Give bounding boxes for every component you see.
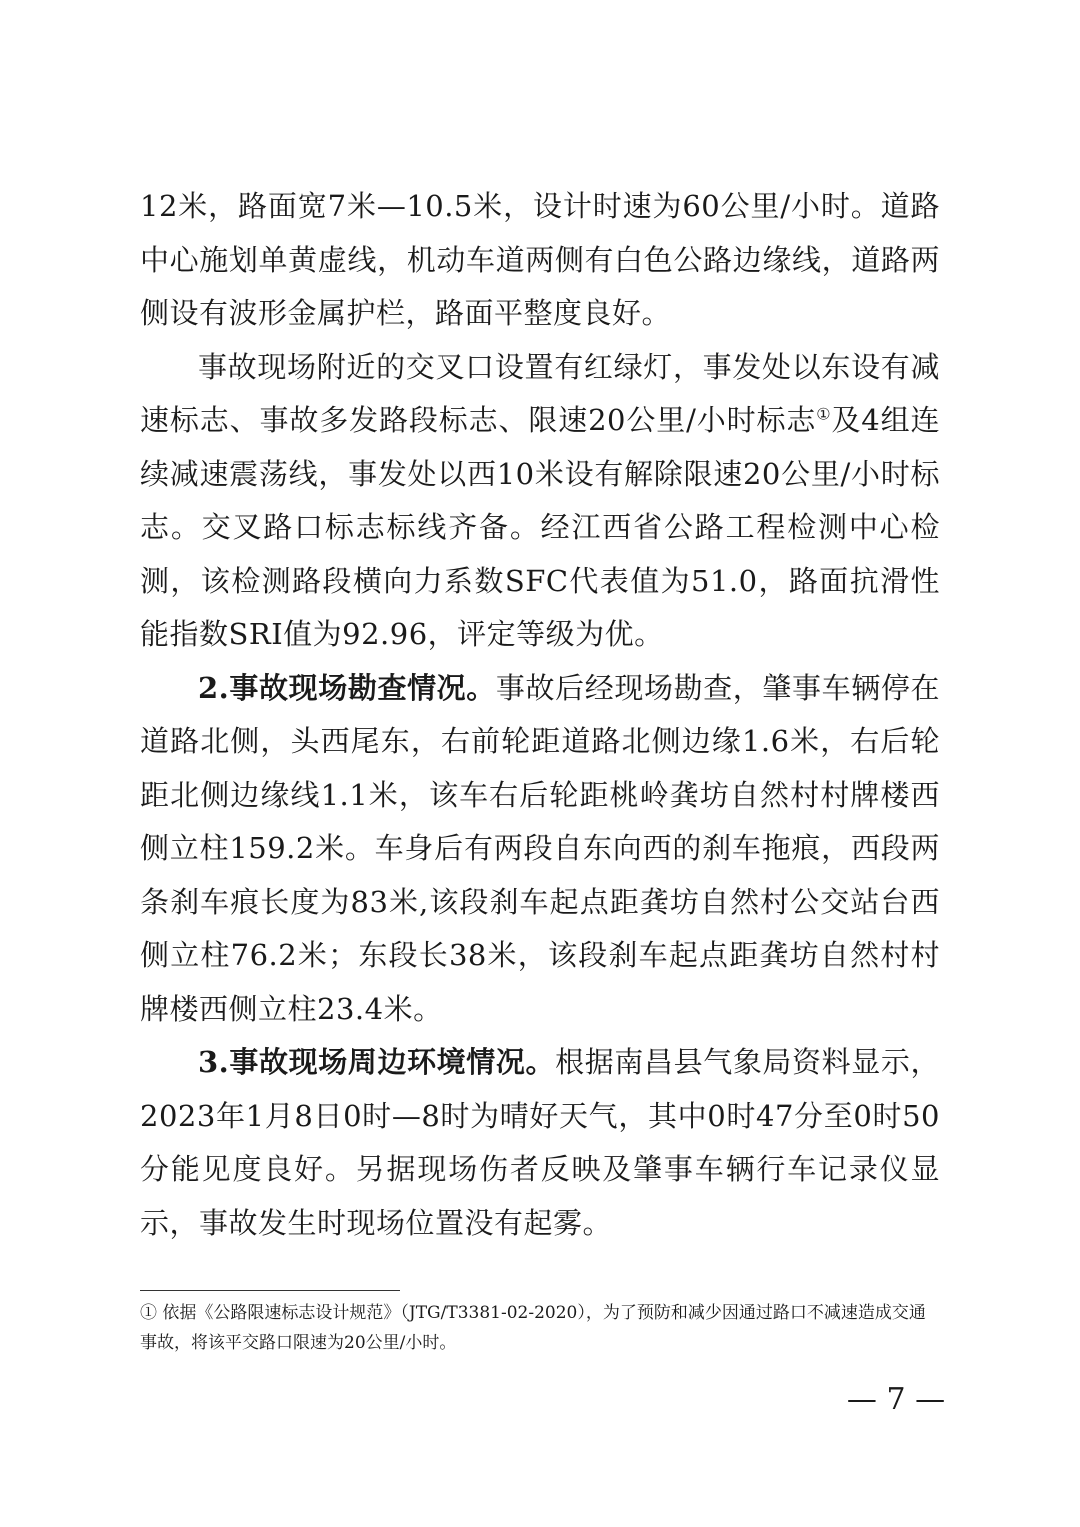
paragraph-text: 12米，路面宽7米—10.5米，设计时速为60公里/小时。道路中心施划单黄虚线，机动车道两侧有白色公路边缘线，道路两侧设有波形金属护栏，路面平整度良好。 xyxy=(140,189,940,330)
paragraph-road-description xyxy=(140,180,940,341)
paragraph-traffic-signs xyxy=(140,341,940,662)
body-text xyxy=(140,180,940,1250)
paragraph-scene-survey xyxy=(140,662,940,1037)
paragraph-environment xyxy=(140,1036,940,1250)
paragraph-text: 根据南昌县气象局资料显示，2023年1月8日0时—8时为晴好天气，其中0时47分至0时50分能见度良好。另据现场伤者反映及肇事车辆行车记录仪显示，事故发生时现场位置没有起雾。 xyxy=(140,1045,940,1240)
page-number: — 7 — xyxy=(846,1382,946,1417)
section-heading: 3.事故现场周边环境情况。 xyxy=(198,1045,556,1079)
footnote-reference[interactable]: ① xyxy=(816,404,832,424)
paragraph-text-after-ref: 及4组连续减速震荡线，事发处以西10米设有解除限速20公里/小时标志。交叉路口标志标线齐备。经江西省公路工程检测中心检测，该检测路段横向力系数SFC代表值为51.0，路面抗滑性能指数SRI值为92.96，评定等级为优。 xyxy=(140,403,941,651)
section-heading: 2.事故现场勘查情况。 xyxy=(198,670,496,705)
paragraph-text-before-ref: 事故现场附近的交叉口设置有红绿灯，事发处以东设有减速标志、事故多发路段标志、限速20公里/小时标志 xyxy=(140,349,940,437)
footnote-divider xyxy=(140,1290,400,1291)
footnote: ① 依据《公路限速标志设计规范》（JTG/T3381-02-2020），为了预防和减少因通过路口不减速造成交通事故，将该平交路口限速为20公里/小时。 xyxy=(140,1303,926,1353)
paragraph-text: 事故后经现场勘查，肇事车辆停在道路北侧，头西尾东，右前轮距道路北侧边缘1.6米，右后轮距北侧边缘线1.1米，该车右后轮距桃岭龚坊自然村村牌楼西侧立柱159.2米。车身后有两段自东向西的刹车拖痕，西段两条刹车痕长度为83米,该段刹车起点距龚坊自然村公交站台西侧立柱76.2米；东段长38米，该段刹车起点距龚坊自然村村牌楼西侧立柱23.4米。 xyxy=(140,670,940,1026)
